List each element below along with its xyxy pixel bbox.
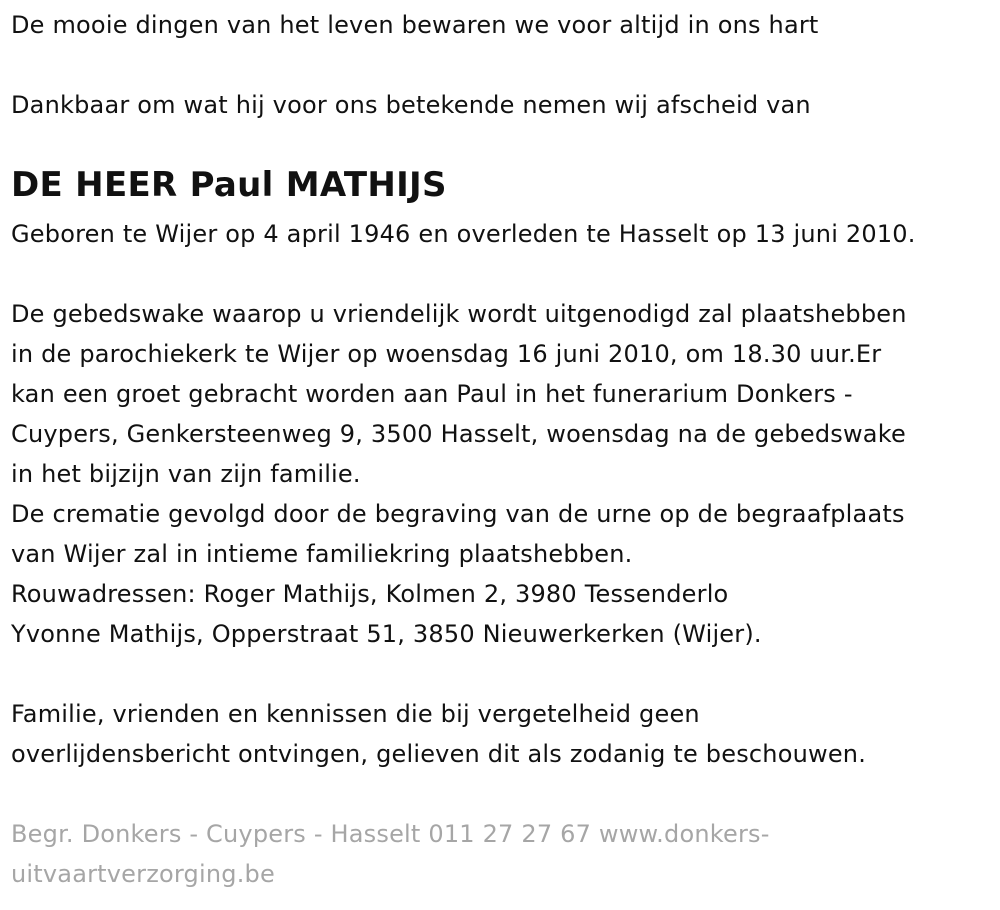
body-line: Cuypers, Genkersteenweg 9, 3500 Hasselt, woensdag na de gebedswake	[11, 420, 906, 448]
mourning-address-1: Rouwadressen: Roger Mathijs, Kolmen 2, 3980 Tessenderlo	[11, 580, 729, 608]
intro-quote: De mooie dingen van het leven bewaren we voor altijd in ons hart	[11, 11, 819, 39]
deceased-name: DE HEER Paul MATHIJS	[11, 165, 447, 205]
body-line: in de parochiekerk te Wijer op woensdag 16 juni 2010, om 18.30 uur.Er	[11, 340, 882, 368]
body-line: De crematie gevolgd door de begraving van de urne op de begraafplaats	[11, 500, 905, 528]
mourning-address-2: Yvonne Mathijs, Opperstraat 51, 3850 Nieuwerkerken (Wijer).	[11, 620, 762, 648]
body-line: De gebedswake waarop u vriendelijk wordt uitgenodigd zal plaatshebben	[11, 300, 907, 328]
funeral-home-footer: Begr. Donkers - Cuypers - Hasselt 011 27 27 67 www.donkers-	[11, 820, 770, 848]
life-dates: Geboren te Wijer op 4 april 1946 en overleden te Hasselt op 13 juni 2010.	[11, 220, 916, 248]
funeral-home-website: uitvaartverzorging.be	[11, 860, 275, 888]
closing-line: overlijdensbericht ontvingen, gelieven dit als zodanig te beschouwen.	[11, 740, 867, 768]
closing-line: Familie, vrienden en kennissen die bij vergetelheid geen	[11, 700, 700, 728]
intro-farewell: Dankbaar om wat hij voor ons betekende nemen wij afscheid van	[11, 91, 811, 119]
body-line: van Wijer zal in intieme familiekring plaatshebben.	[11, 540, 633, 568]
body-line: kan een groet gebracht worden aan Paul in het funerarium Donkers -	[11, 380, 853, 408]
body-line: in het bijzijn van zijn familie.	[11, 460, 361, 488]
